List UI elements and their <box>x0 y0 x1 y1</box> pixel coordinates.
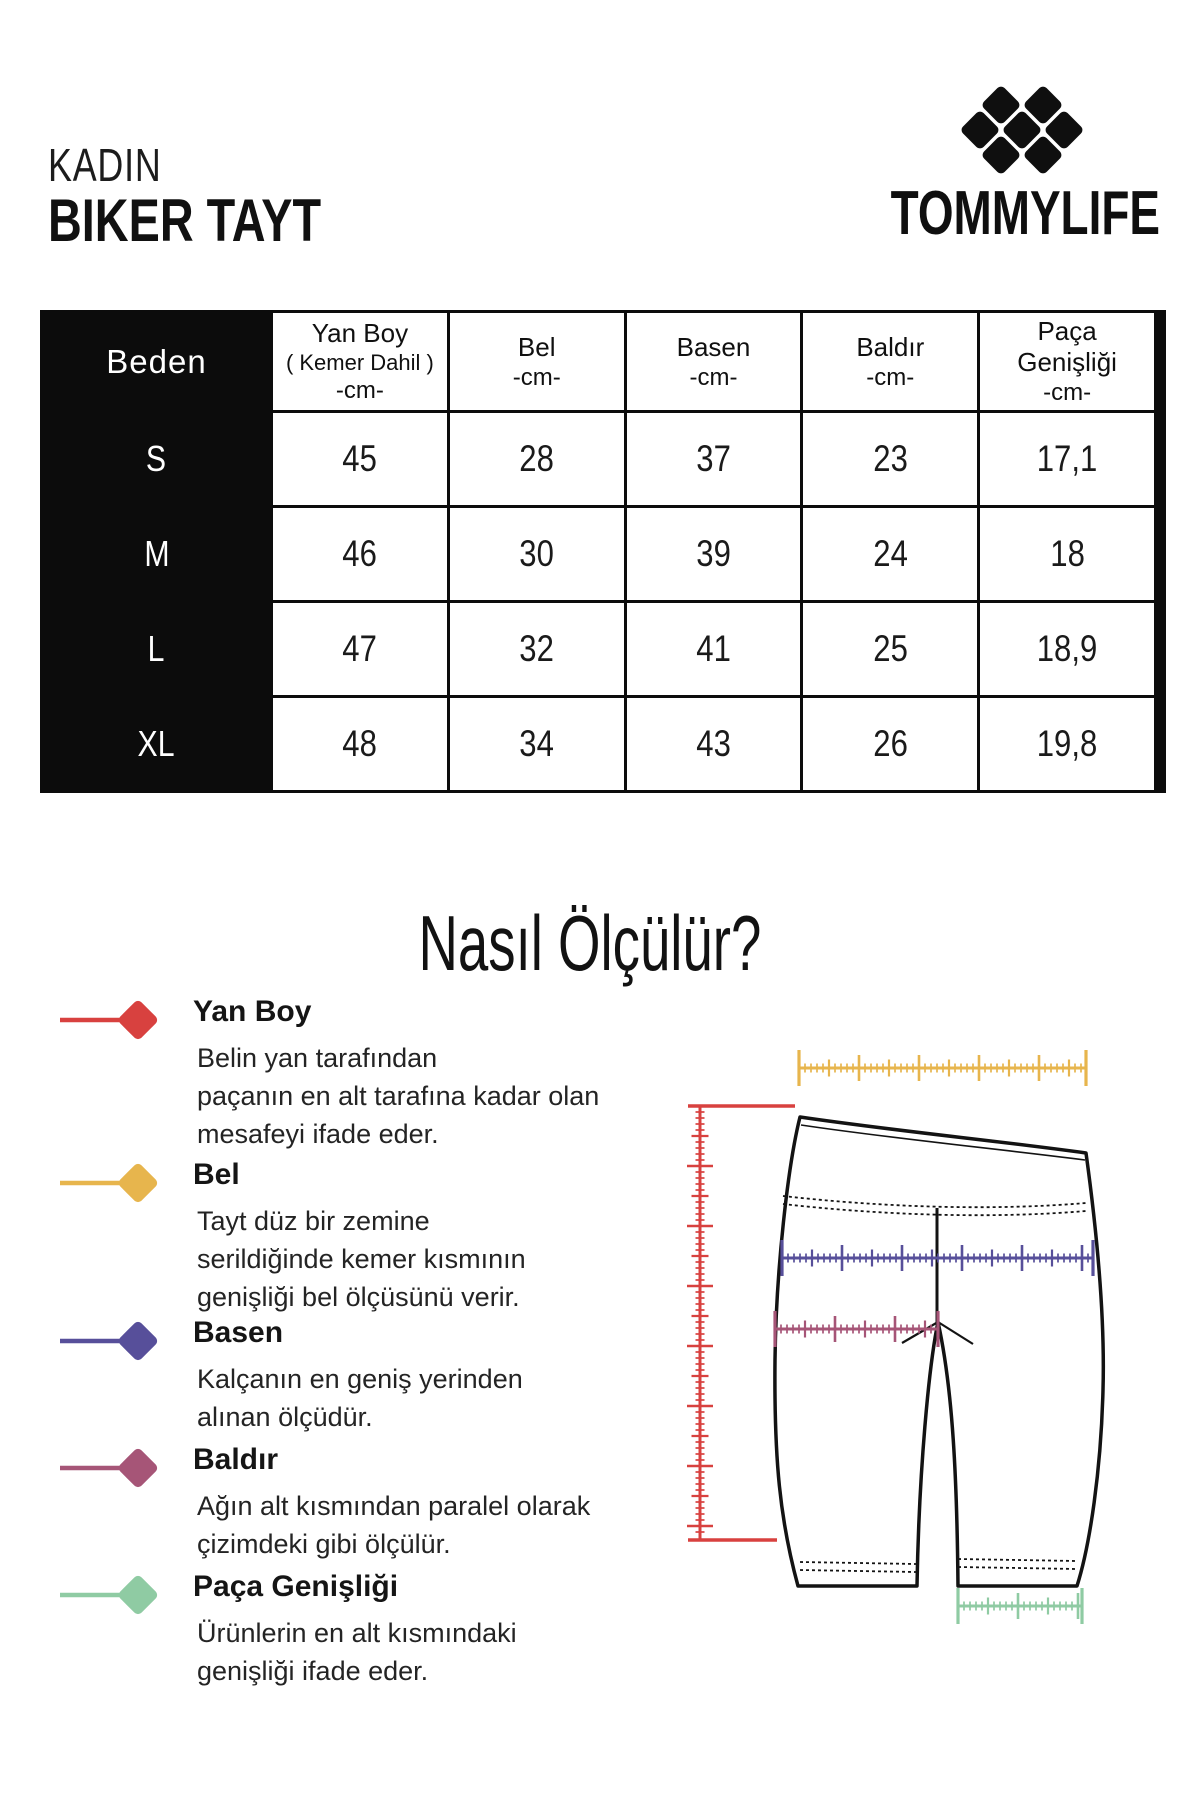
measure-item-basen: Basen Kalçanın en geniş yerinden alınan ölçüdür. <box>0 1316 640 1466</box>
brand-wordmark: TOMMYLIFE <box>890 179 1160 248</box>
measure-item-bel: Bel Tayt düz bir zemine serildiğinde kemer kısmının genişliği bel ölçüsünü verir. <box>0 1158 640 1308</box>
value-cell: 46 <box>273 508 447 600</box>
header-cell-baldir: Baldır -cm- <box>803 313 977 410</box>
value-cell: 17,1 <box>980 413 1154 505</box>
value-cell: 19,8 <box>980 698 1154 790</box>
garment-outline <box>775 1117 1103 1586</box>
value-cell: 43 <box>627 698 801 790</box>
value-cell: 25 <box>803 603 977 695</box>
header-cell-bel: Bel -cm- <box>450 313 624 410</box>
product-title: BIKER TAYT <box>48 187 322 254</box>
value-cell: 47 <box>273 603 447 695</box>
yan-boy-marker <box>58 989 162 1045</box>
value-cell: 37 <box>627 413 801 505</box>
diamond-icon <box>117 999 159 1041</box>
bel-marker <box>58 1152 162 1208</box>
how-to-measure-title: Nasıl Ölçülür? <box>418 899 762 987</box>
size-cell: M <box>43 508 270 600</box>
diamond-icon <box>117 1162 159 1204</box>
header-cell-beden: Beden <box>43 313 270 410</box>
baldir-marker <box>58 1437 162 1493</box>
size-cell: XL <box>43 698 270 790</box>
value-cell: 18,9 <box>980 603 1154 695</box>
header-cell-yan-boy: Yan Boy ( Kemer Dahil ) -cm- <box>273 313 447 410</box>
measure-item-baldir: Baldır Ağın alt kısmından paralel olarak çizimdeki gibi ölçülür. <box>0 1443 640 1593</box>
value-cell: 18 <box>980 508 1154 600</box>
diamond-icon <box>117 1447 159 1489</box>
value-cell: 34 <box>450 698 624 790</box>
value-cell: 45 <box>273 413 447 505</box>
size-cell: S <box>43 413 270 505</box>
brand-logo-diamonds-icon <box>956 80 1088 180</box>
measure-item-paca-genisligi: Paça Genişliği Ürünlerin en alt kısmındaki genişliği ifade eder. <box>0 1570 640 1720</box>
paca-genisligi-marker <box>58 1564 162 1620</box>
value-cell: 28 <box>450 413 624 505</box>
value-cell: 24 <box>803 508 977 600</box>
header-cell-paca-genisligi: Paça Genişliği -cm- <box>980 313 1154 410</box>
header-cell-basen: Basen -cm- <box>627 313 801 410</box>
basen-marker <box>58 1310 162 1366</box>
diamond-icon <box>117 1320 159 1362</box>
garment-measure-diagram <box>560 1020 1200 1700</box>
value-cell: 30 <box>450 508 624 600</box>
value-cell: 23 <box>803 413 977 505</box>
size-cell: L <box>43 603 270 695</box>
shorts-body <box>775 1117 1103 1586</box>
measure-item-yan-boy: Yan Boy Belin yan tarafından paçanın en alt tarafına kadar olan mesafeyi ifade eder. <box>0 995 640 1145</box>
value-cell: 41 <box>627 603 801 695</box>
diamond-icon <box>117 1574 159 1616</box>
value-cell: 48 <box>273 698 447 790</box>
size-table <box>40 310 1166 793</box>
category-title: KADIN <box>48 139 162 191</box>
value-cell: 26 <box>803 698 977 790</box>
value-cell: 32 <box>450 603 624 695</box>
value-cell: 39 <box>627 508 801 600</box>
